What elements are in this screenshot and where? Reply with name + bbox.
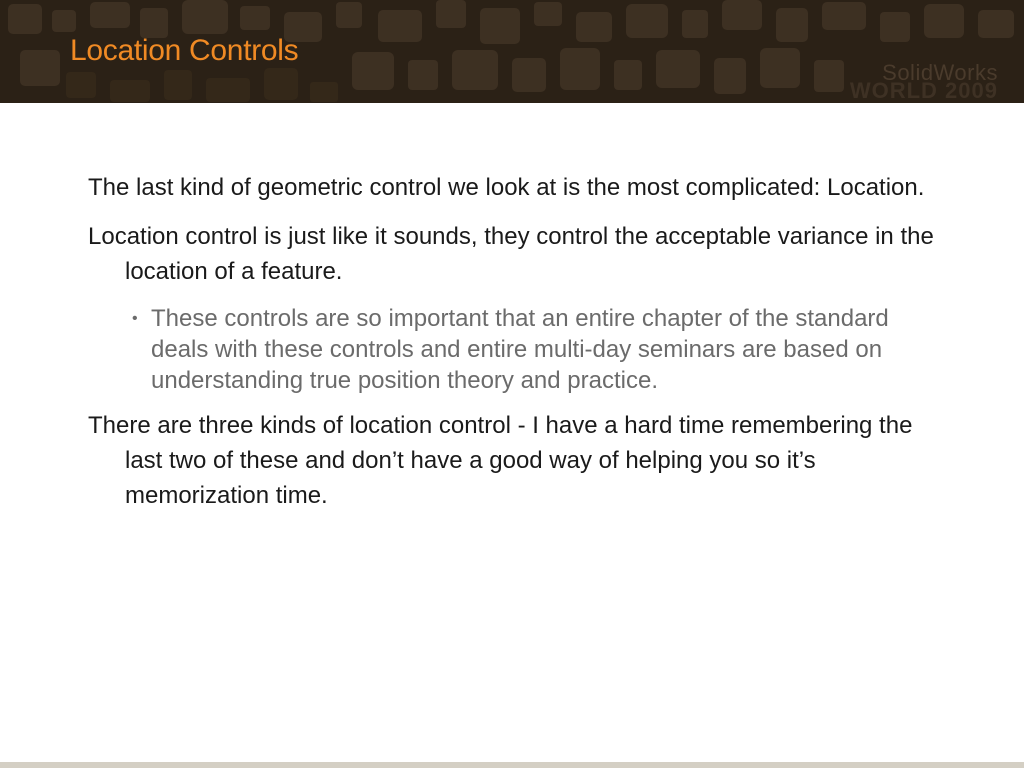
- logo-line-1: SolidWorks: [882, 60, 998, 85]
- solidworks-world-logo: [850, 62, 998, 102]
- sub-bullet-text: These controls are so important that an entire chapter of the standard deals with these controls and entire multi-day seminars are based on understanding true position theory and practice.: [151, 305, 889, 394]
- header-banner: [0, 0, 1024, 103]
- slide-body: [88, 170, 948, 527]
- logo-line-2: WORLD 2009: [849, 78, 998, 103]
- paragraph-3: There are three kinds of location control - I have a hard time remembering the last two of these and don’t have a good way of helping you so it’s memorization time.: [88, 412, 913, 509]
- slide-title: Location Controls: [70, 34, 299, 67]
- bullet-marker: •: [132, 310, 138, 327]
- footer-bar: [0, 762, 1024, 768]
- paragraph-2: Location control is just like it sounds, they control the acceptable variance in the location of a feature.: [88, 223, 934, 285]
- sub-bullet: [132, 303, 948, 396]
- paragraph-1: The last kind of geometric control we look at is the most complicated: Location.: [88, 174, 925, 201]
